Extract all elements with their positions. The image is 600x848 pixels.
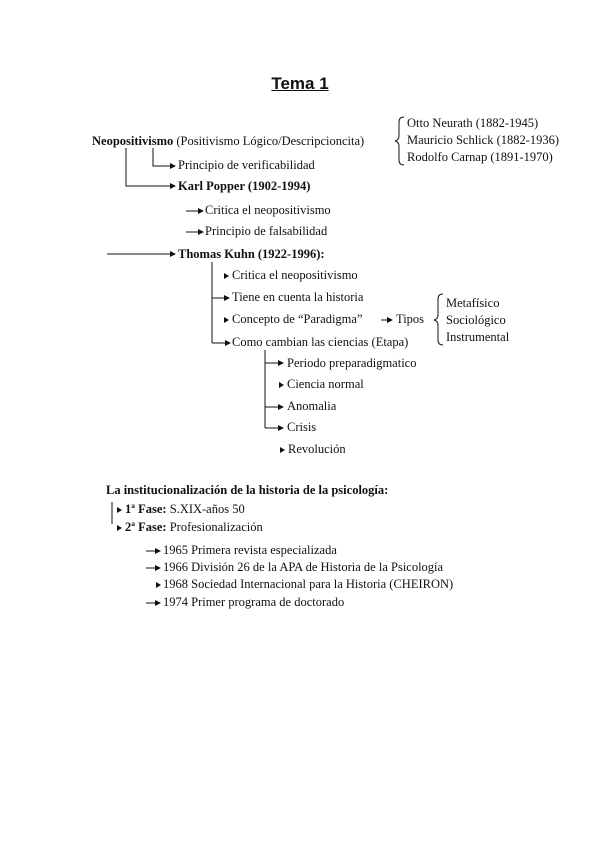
tipo-item: Metafísico [446, 296, 500, 310]
phase-item [125, 520, 263, 535]
phase-label: 2ª Fase: [125, 520, 167, 534]
neopositivismo-line [92, 134, 364, 149]
milestone-item: 1966 División 26 de la APA de Historia de la Psicología [163, 560, 444, 574]
neopositivismo-term: Neopositivismo [92, 134, 174, 148]
tipo-item: Instrumental [446, 330, 510, 344]
phase-item [125, 502, 245, 517]
milestone-item: 1968 Sociedad Internacional para la Historia (CHEIRON) [163, 577, 454, 591]
etapa-item: Revolución [288, 442, 346, 456]
author-schlick: Mauricio Schlick (1882-1936) [407, 133, 560, 147]
kuhn-item: Como cambian las ciencias (Etapa) [232, 335, 409, 349]
author-carnap: Rodolfo Carnap (1891-1970) [407, 150, 553, 164]
tipos-label: Tipos [396, 312, 425, 326]
neopositivismo-description: (Positivismo Lógico/Descripcioncita) [176, 134, 365, 148]
tipos-brace [434, 294, 443, 345]
popper-item: Principio de falsabilidad [205, 224, 328, 238]
popper-item: Critica el neopositivismo [205, 203, 331, 217]
author-neurath: Otto Neurath (1882-1945) [407, 116, 539, 130]
authors-brace [395, 117, 404, 165]
page-title: Tema 1 [271, 74, 329, 93]
etapa-item: Ciencia normal [287, 377, 364, 391]
phase-text: S.XIX-años 50 [169, 502, 245, 516]
kuhn-name: Thomas Kuhn (1922-1996): [178, 247, 325, 261]
connector-popper [126, 148, 171, 186]
phase-text: Profesionalización [169, 520, 263, 534]
etapa-item: Periodo preparadigmatico [287, 356, 417, 370]
principio-verificabilidad: Principio de verificabilidad [178, 158, 315, 172]
phase-label: 1ª Fase: [125, 502, 167, 516]
connector-verificabilidad [153, 148, 171, 166]
etapa-item: Crisis [287, 420, 317, 434]
kuhn-item: Concepto de “Paradigma” [232, 312, 363, 326]
popper-name: Karl Popper (1902-1994) [178, 179, 311, 193]
kuhn-item: Critica el neopositivismo [232, 268, 358, 282]
milestone-item: 1965 Primera revista especializada [163, 543, 337, 557]
institucionalizacion-heading: La institucionalización de la historia de la psicología: [106, 483, 389, 497]
milestone-item: 1974 Primer programa de doctorado [163, 595, 345, 609]
tipo-item: Sociológico [446, 313, 506, 327]
kuhn-item: Tiene en cuenta la historia [232, 290, 364, 304]
etapa-item: Anomalia [287, 399, 337, 413]
